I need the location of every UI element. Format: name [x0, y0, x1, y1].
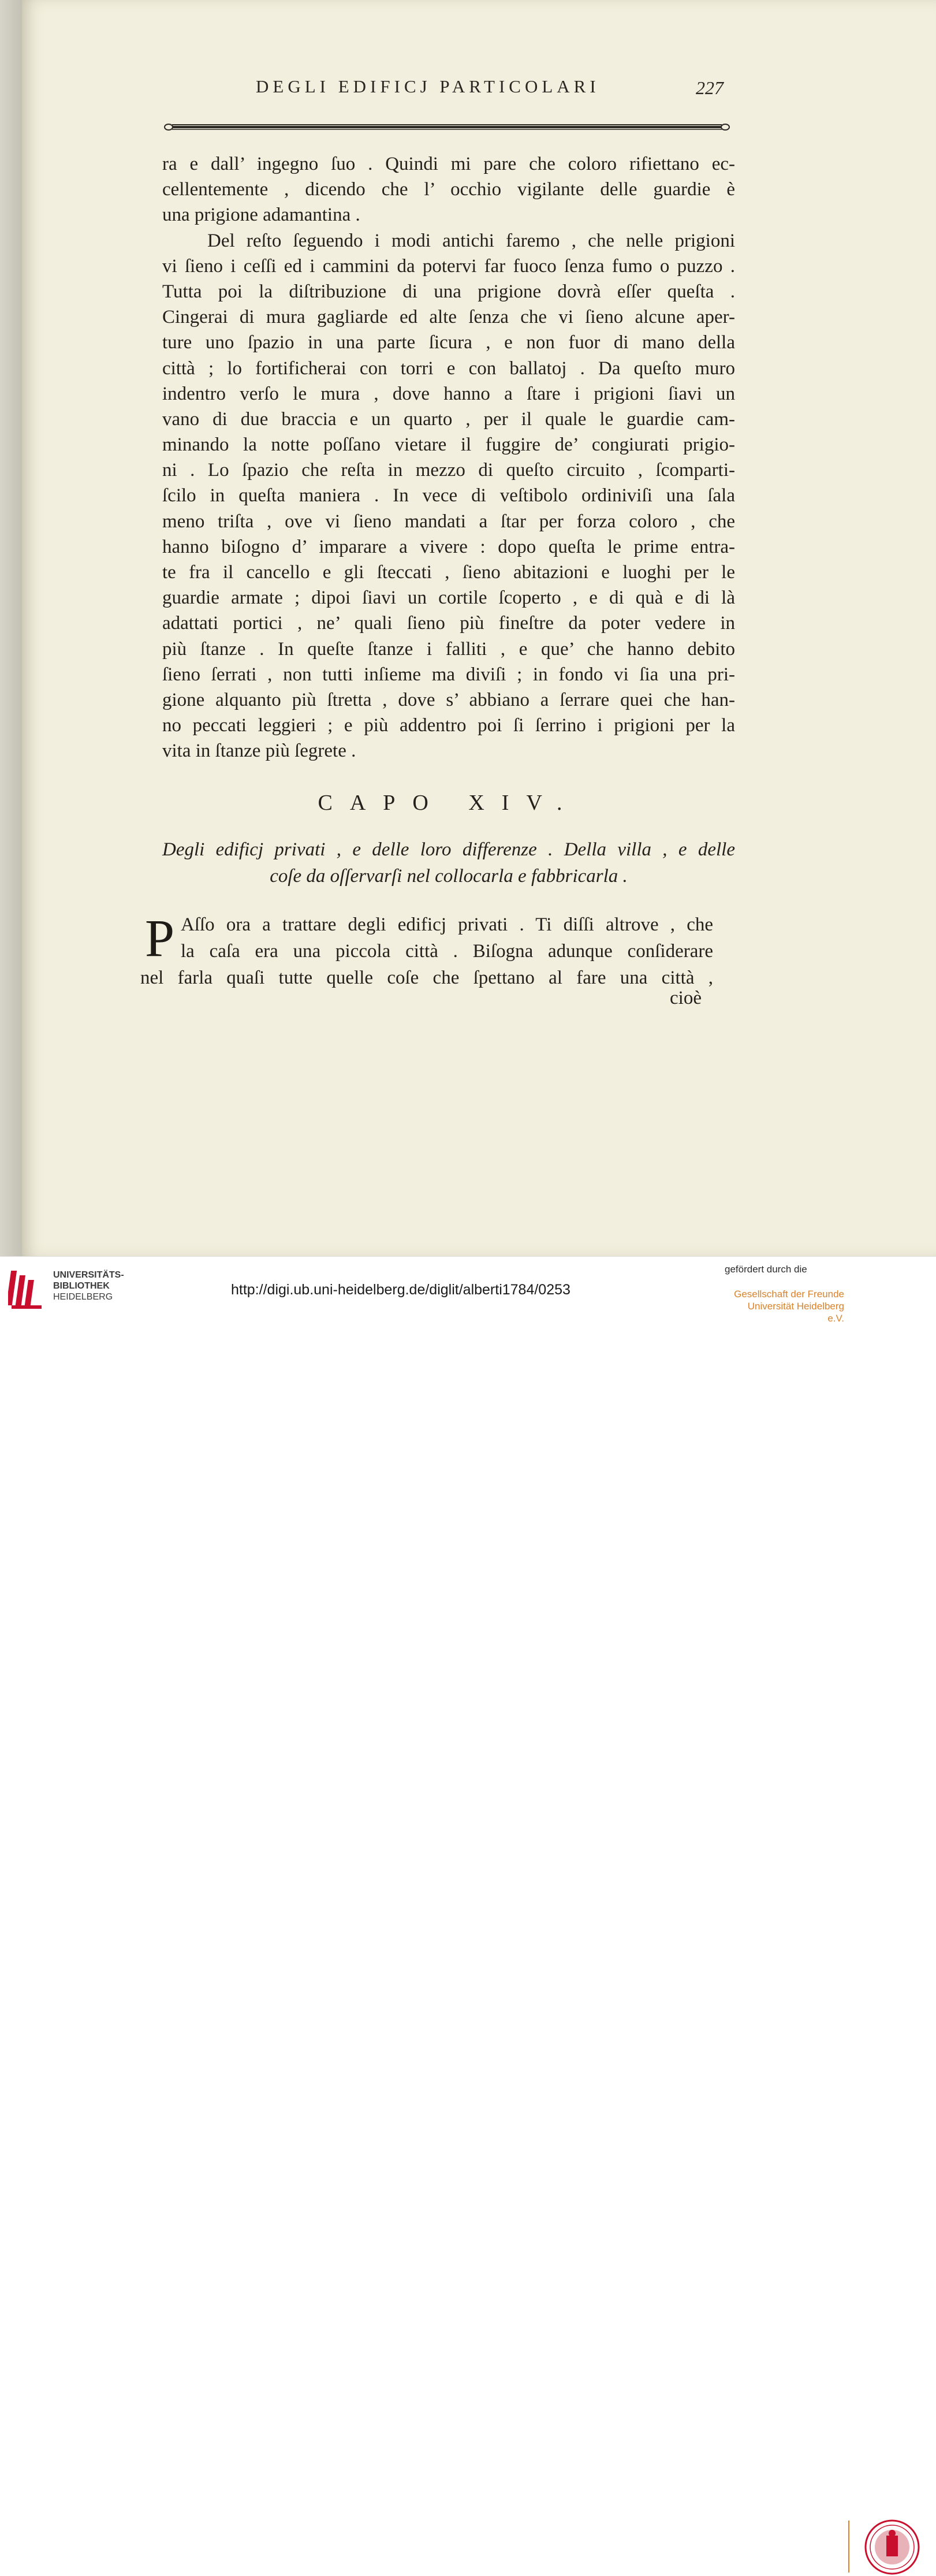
- text-line: la caſa era una piccola città . Biſogna adunque conſiderare: [181, 941, 713, 962]
- text-line: gione alquanto più ſtretta , dove s’ abbiano a ſerrare quei che han-: [162, 689, 735, 710]
- text-line: indentro verſo le mura , dove hanno a ſtare i prigioni ſiavi un: [162, 383, 735, 404]
- text-line: meno triſta , ove vi ſieno mandati a ſtar per forza coloro , che: [162, 511, 735, 532]
- running-head: DEGLI EDIFICJ PARTICOLARI: [256, 76, 600, 96]
- text-line: vi ſieno i ceſſi ed i cammini da potervi far fuoco ſenza fumo o puzzo .: [162, 255, 735, 277]
- university-seal-icon: [860, 2518, 924, 2576]
- text-line: adattati portici , ne’ quali ſieno più fineſtre da poter vedere in: [162, 613, 735, 634]
- chapter-summary: [162, 836, 735, 889]
- sponsor-name-line: Universität Heidelberg e.V.: [747, 1301, 844, 1324]
- text-line: minando la notte poſſano vietare il fuggire de’ congiurati prigio-: [162, 434, 735, 456]
- permalink-url[interactable]: http://digi.ub.uni-heidelberg.de/diglit/alberti1784/0253: [231, 1282, 570, 1298]
- catchword: cioè: [670, 988, 702, 1008]
- book-page: [22, 0, 936, 1256]
- text-line: hanno biſogno d’ imparare a vivere : dopo queſta le prime entra-: [162, 536, 735, 557]
- chapter-summary-line: coſe da oſſervarſi nel collocarla e fabbricarla .: [270, 866, 628, 887]
- page-binding-edge: [0, 0, 22, 1256]
- text-line: cellentemente , dicendo che l’ occhio vigilante delle guardie è: [162, 179, 735, 200]
- scanned-page-area: [0, 0, 936, 1256]
- text-line: ni . Lo ſpazio che reſta in mezzo di queſto circuito , ſcomparti-: [162, 460, 735, 481]
- ub-heidelberg-logo-icon: [8, 1267, 47, 1313]
- text-line: guardie armate ; dipoi ſiavi un cortile ſcoperto , e di quà e di là: [162, 587, 735, 609]
- library-name-line: HEIDELBERG: [53, 1292, 113, 1302]
- text-line: ſcilo in queſta maniera . In vece di veſtibolo ordiniviſi una ſala: [162, 485, 735, 507]
- text-line: una prigione adamantina .: [162, 204, 360, 226]
- ornamental-rule: [164, 121, 730, 133]
- text-line: no peccati leggieri ; e più addentro poi ſi ſerrino i prigioni per la: [162, 715, 735, 736]
- sponsor-divider: [848, 2521, 849, 2573]
- chapter-paragraph: [140, 911, 713, 991]
- text-line: te fra il cancello e gli ſteccati , ſieno abitazioni e luoghi per le: [162, 562, 735, 583]
- chapter-summary-line: Degli edificj privati , e delle loro differenze . Della villa , e delle: [162, 839, 735, 860]
- text-line: Aſſo ora a trattare degli edificj privati . Ti diſſi altrove , che: [181, 914, 713, 935]
- chapter-title: CAPO XIV.: [318, 791, 580, 815]
- text-line: ra e dall’ ingegno ſuo . Quindi mi pare che coloro rifiettano ec-: [162, 154, 735, 174]
- body-text: [162, 151, 735, 764]
- text-line: più ſtanze . In queſte ſtanze i falliti , e que’ che hanno debito: [162, 638, 735, 660]
- page-number: 227: [696, 77, 724, 98]
- sponsor-name: [729, 1288, 844, 1324]
- sponsor-name-line: Gesellschaft der Freunde: [734, 1289, 844, 1300]
- text-line: ture uno ſpazio in una parte ſicura , e non fuor di mano della: [162, 332, 735, 353]
- library-name-line: UNIVERSITÄTS-: [53, 1270, 124, 1280]
- text-line: vita in ſtanze più ſegrete .: [162, 740, 356, 762]
- text-line: vano di due braccia e un quarto , per il quale le guardie cam-: [162, 408, 735, 430]
- text-line: nel farla quaſi tutte quelle coſe che ſpettano al fare una città ,: [140, 967, 713, 988]
- text-line: città ; lo fortificherai con torri e con ballatoj . Da queſto muro: [162, 358, 735, 379]
- text-line: Tutta poi la diſtribuzione di una prigione dovrà eſſer queſta .: [162, 281, 735, 302]
- sponsor-label: gefördert durch die: [725, 1264, 807, 1275]
- text-line: Cingerai di mura gagliarde ed alte ſenza che vi ſieno alcune aper-: [162, 307, 735, 328]
- drop-cap: P: [145, 909, 175, 967]
- text-line: ſieno ſerrati , non tutti inſieme ma diviſi ; in fondo vi ſia una pri-: [162, 664, 735, 685]
- library-name: [53, 1270, 124, 1302]
- text-line: Del reſto ſeguendo i modi antichi faremo , che nelle prigioni: [207, 230, 735, 251]
- library-name-line: BIBLIOTHEK: [53, 1281, 110, 1291]
